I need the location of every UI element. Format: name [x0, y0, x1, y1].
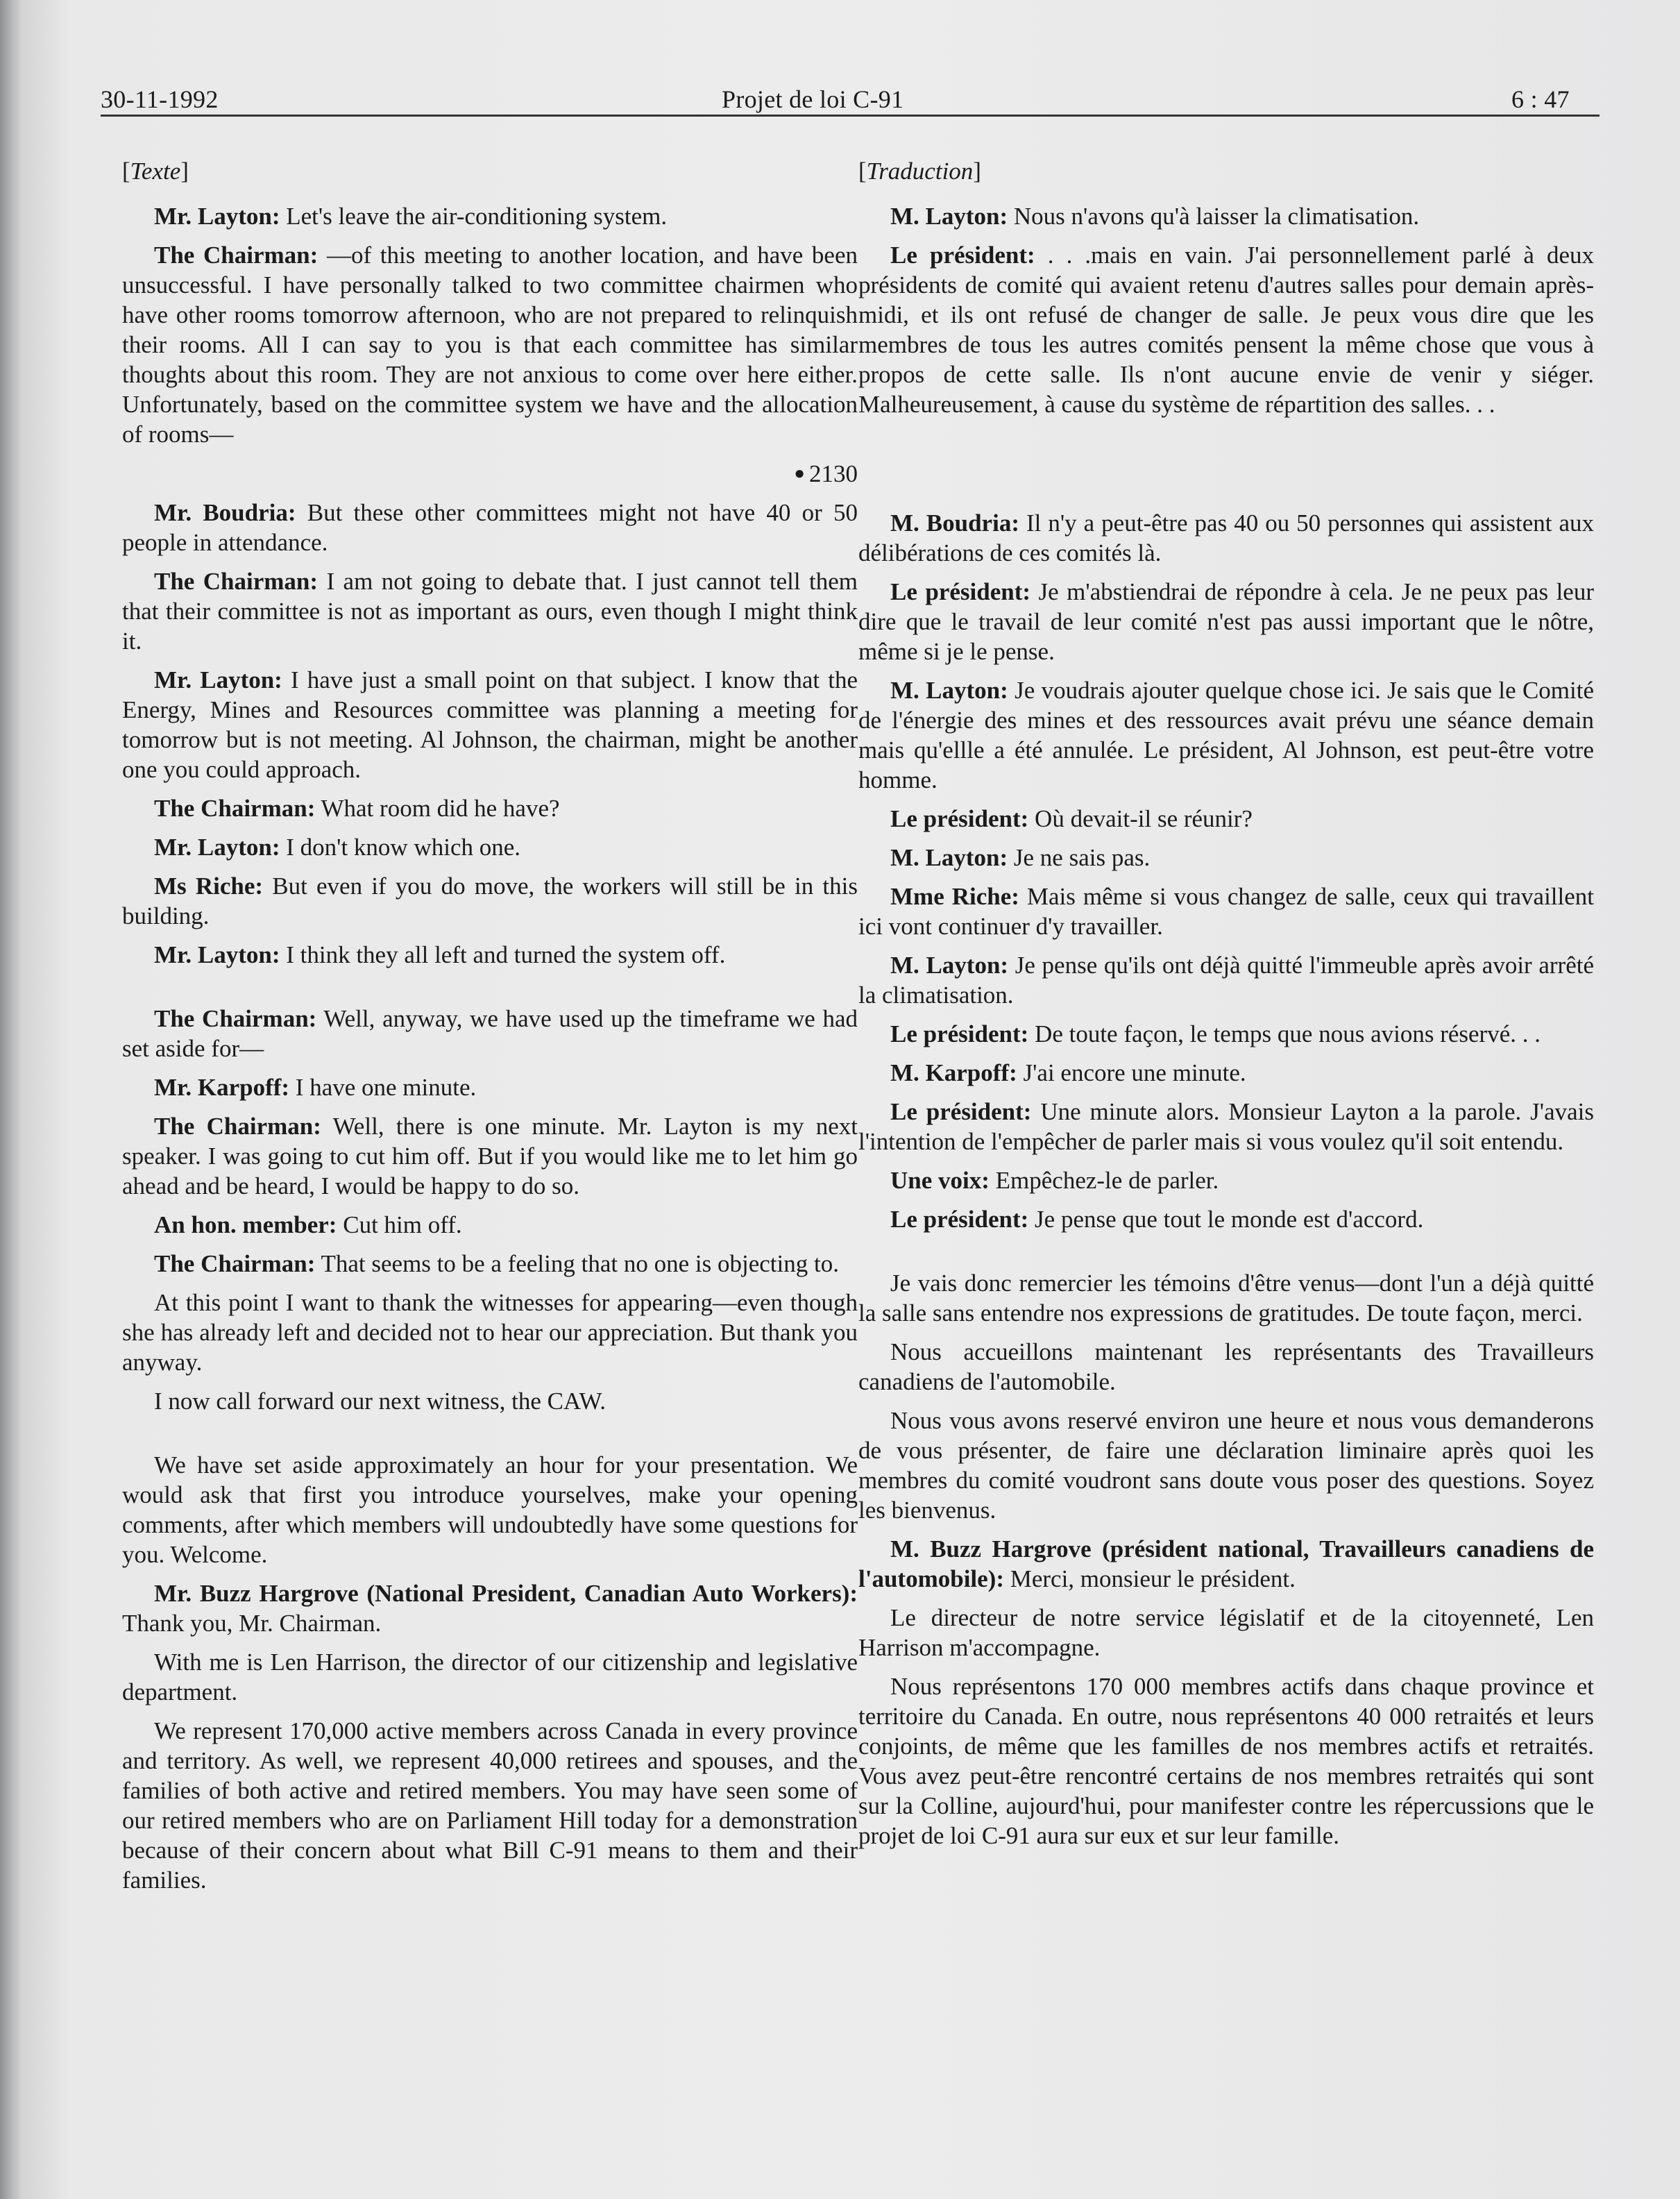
speaker-name: M. Karpoff: — [890, 1059, 1017, 1086]
transcript-paragraph — [122, 201, 858, 231]
transcript-paragraph — [122, 871, 858, 931]
speech-text: Je pense que tout le monde est d'accord. — [1028, 1206, 1424, 1233]
speech-text: With me is Len Harrison, the director of our citizenship and legislative department. — [122, 1649, 858, 1705]
speech-text: Cut him off. — [337, 1211, 462, 1238]
transcript-block — [122, 498, 858, 970]
speaker-name: Ms Riche: — [154, 873, 264, 900]
header-title: Projet de loi C-91 — [722, 85, 904, 113]
speaker-name: Mr. Layton: — [154, 834, 280, 861]
transcript-paragraph — [858, 1406, 1594, 1525]
time-marker — [122, 458, 858, 489]
speaker-name: Le président: — [890, 578, 1031, 605]
speech-text: Le directeur de notre service législatif et de la citoyenneté, Len Harrison m'accompagne. — [858, 1604, 1594, 1661]
transcript-paragraph — [858, 1268, 1594, 1328]
transcript-paragraph — [122, 665, 858, 784]
speech-text: Nous vous avons reservé environ une heure et nous vous demanderons de vous présenter, de faire une déclaration liminaire après quoi les membres du comité voudront sans doute vous poser des questions. Soyez les bienvenus. — [858, 1407, 1594, 1524]
speaker-name: M. Layton: — [890, 677, 1008, 704]
header-date: 30-11-1992 — [101, 85, 219, 113]
transcript-paragraph — [122, 1716, 858, 1895]
transcript-paragraph — [122, 498, 858, 557]
speech-text: Je voudrais ajouter quelque chose ici. Je sais que le Comité de l'énergie des mines et des ressources avait prévu une séance demain mais qu'ellle a été annulée. Le président, Al Johnson, est peut-être votre homme. — [858, 677, 1594, 793]
transcript-paragraph — [858, 1204, 1594, 1234]
speech-text: What room did he have? — [315, 795, 560, 822]
transcript-paragraph — [122, 1111, 858, 1201]
speaker-name: Mr. Layton: — [154, 666, 282, 693]
speaker-name: Le président: — [890, 805, 1029, 832]
transcript-block — [858, 508, 1594, 1234]
speech-text: Let's leave the air-conditioning system. — [280, 203, 668, 230]
speech-text: Je m'abstiendrai de répondre à cela. Je ne peux pas leur dire que le travail de leur comité n'est pas aussi important que le nôtre, même si je le pense. — [858, 578, 1594, 665]
transcript-block — [858, 1268, 1594, 1851]
transcript-paragraph — [858, 1058, 1594, 1088]
speech-text: But even if you do move, the workers will still be in this building. — [122, 873, 858, 929]
transcript-block — [858, 201, 1594, 419]
tag-text: Traduction — [866, 158, 974, 185]
speech-text: . . .mais en vain. J'ai personnellement parlé à deux présidents de comité qui avaient retenu d'autres salles pour demain après-midi, et ils ont refusé de changer de salle. Je peux vous dire que les membres de tous les autres comités pensent la même chose que vous à propos de cette salle. Ils n'ont aucune envie de venir y siéger. Malheureusement, à cause du système de répartition des salles. . . — [858, 242, 1594, 418]
speech-text: Well, there is one minute. Mr. Layton is my next speaker. I was going to cut him off. But if you would like me to let him go ahead and be heard, I would be happy to do so. — [122, 1113, 858, 1199]
transcript-paragraph — [858, 1097, 1594, 1156]
speech-text: At this point I want to thank the witnesses for appearing—even though she has already left and decided not to hear our appreciation. But thank you anyway. — [122, 1289, 858, 1376]
speech-text: —of this meeting to another location, and have been unsuccessful. I have personally talked to two committee chairmen who have other rooms tomorrow afternoon, who are not prepared to relinquish their rooms. All I can say to you is that each committee has similar thoughts about this room. They are not anxious to come over here either. Unfortunately, based on the committee system we have and the allocation of rooms— — [122, 242, 858, 448]
speaker-name: The Chairman: — [154, 242, 319, 269]
transcript-paragraph — [122, 240, 858, 449]
transcript-paragraph — [122, 1249, 858, 1279]
speaker-name: M. Layton: — [890, 203, 1008, 230]
speech-text: Nous représentons 170 000 membres actifs dans chaque province et territoire du Canada. En outre, nous représentons 40 000 retraités et leurs conjoints, de même que les familles de nos membres actifs et retraités. Vous avez peut-être rencontré certains de nos membres retraités qui sont sur la Colline, aujourd'hui, pour manifester contre les répercussions que le projet de loi C-91 aura sur eux et sur leur famille. — [858, 1673, 1594, 1849]
transcript-paragraph — [122, 793, 858, 823]
speech-text: Je ne sais pas. — [1008, 844, 1151, 871]
header-page-number: 6 : 47 — [1511, 85, 1570, 113]
transcript-block — [122, 201, 858, 449]
transcript-paragraph — [858, 1337, 1594, 1397]
transcript-paragraph — [122, 1004, 858, 1063]
column-tag: [Texte] — [122, 158, 189, 185]
speech-text: Une minute alors. Monsieur Layton a la parole. J'avais l'intention de l'empêcher de parler mais si vous voulez qu'il soit entendu. — [858, 1098, 1594, 1155]
speech-text: I don't know which one. — [280, 834, 521, 861]
transcript-paragraph — [858, 240, 1594, 419]
transcript-paragraph — [122, 566, 858, 656]
speech-text: Empêchez-le de parler. — [989, 1167, 1219, 1194]
speaker-name: Mme Riche: — [890, 883, 1019, 910]
transcript-paragraph — [858, 1019, 1594, 1049]
speech-text: We represent 170,000 active members across Canada in every province and territory. As well, we represent 40,000 retirees and spouses, and the families of both active and retired members. You may have seen some of our retired members who are on Parliament Hill today for a demonstration because of their concern about what Bill C-91 means to them and their families. — [122, 1717, 858, 1894]
speech-text: That seems to be a feeling that no one is objecting to. — [315, 1250, 839, 1277]
speaker-name: M. Layton: — [890, 952, 1009, 979]
transcript-paragraph — [122, 1578, 858, 1638]
transcript-paragraph — [858, 675, 1594, 795]
speech-text: I think they all left and turned the system off. — [280, 941, 726, 968]
paragraph-gap — [122, 979, 858, 1004]
speech-text: Je pense qu'ils ont déjà quitté l'immeuble après avoir arrêté la climatisation. — [858, 952, 1595, 1009]
transcript-paragraph — [122, 1647, 858, 1707]
transcript-paragraph — [122, 832, 858, 862]
speech-text: Thank you, Mr. Chairman. — [122, 1610, 382, 1637]
speech-text: Nous n'avons qu'à laisser la climatisation. — [1008, 203, 1420, 230]
transcript-paragraph — [858, 1603, 1594, 1662]
transcript-paragraph — [122, 1450, 858, 1569]
speaker-name: Le président: — [890, 1206, 1029, 1233]
time-marker-value: 2130 — [809, 460, 858, 487]
transcript-paragraph — [122, 1210, 858, 1240]
transcript-paragraph — [122, 940, 858, 970]
speaker-name: Mr. Layton: — [154, 941, 280, 968]
document-page — [21, 0, 1680, 2199]
speaker-name: Mr. Karpoff: — [154, 1074, 290, 1101]
speaker-name: Le président: — [890, 1098, 1032, 1125]
transcript-block — [122, 1450, 858, 1895]
transcript-paragraph — [122, 1288, 858, 1377]
transcript-paragraph — [858, 843, 1594, 873]
transcript-block — [122, 1004, 858, 1416]
transcript-paragraph — [858, 882, 1594, 941]
transcript-paragraph — [122, 1386, 858, 1416]
speaker-name: The Chairman: — [154, 1005, 317, 1032]
speaker-name: The Chairman: — [154, 795, 316, 822]
speaker-name: An hon. member: — [154, 1211, 337, 1238]
speech-text: We have set aside approximately an hour for your presentation. We would ask that first you introduce yourselves, make your opening comments, after which members will undoubtedly have some questions for you. Welcome. — [122, 1451, 858, 1568]
speech-text: De toute façon, le temps que nous avions réservé. . . — [1028, 1020, 1541, 1047]
tag-text: Texte — [130, 158, 181, 185]
english-column — [122, 156, 858, 1904]
speech-text: Mais même si vous changez de salle, ceux qui travaillent ici vont continuer d'y travailler. — [858, 883, 1594, 940]
speech-text: Je vais donc remercier les témoins d'être venus—dont l'un a déjà quitté la salle sans entendre nos expressions de gratitudes. De toute façon, merci. — [858, 1270, 1594, 1326]
transcript-paragraph — [858, 1671, 1594, 1851]
speech-text: I have one minute. — [289, 1074, 477, 1101]
transcript-paragraph — [858, 950, 1594, 1010]
speaker-name: The Chairman: — [154, 568, 319, 595]
transcript-paragraph — [858, 1534, 1594, 1594]
transcript-paragraph — [858, 201, 1594, 231]
speech-text: Où devait-il se réunir? — [1028, 805, 1253, 832]
bullet-icon: ● — [794, 463, 805, 483]
transcript-paragraph — [858, 1165, 1594, 1195]
speaker-name: Une voix: — [890, 1167, 990, 1194]
speech-text: J'ai encore une minute. — [1017, 1059, 1246, 1086]
speaker-name: Le président: — [890, 242, 1035, 269]
speaker-name: M. Layton: — [890, 844, 1008, 871]
speech-text: I have just a small point on that subject. I know that the Energy, Mines and Resources committee was planning a meeting for tomorrow but is not meeting. Al Johnson, the chairman, might be another one you could approach. — [122, 666, 858, 783]
speaker-name: The Chairman: — [154, 1250, 316, 1277]
column-tag: [Traduction] — [858, 158, 981, 185]
speaker-name: Le président: — [890, 1020, 1029, 1047]
speech-text: I now call forward our next witness, the CAW. — [154, 1388, 606, 1415]
transcript-paragraph — [858, 508, 1594, 568]
paragraph-gap — [858, 1243, 1594, 1268]
paragraph-gap — [122, 1425, 858, 1450]
transcript-paragraph — [858, 577, 1594, 666]
speaker-name: Mr. Layton: — [154, 203, 280, 230]
transcript-paragraph — [122, 1072, 858, 1102]
speaker-name: Mr. Buzz Hargrove (National President, Canadian Auto Workers): — [154, 1580, 858, 1607]
speech-text: Merci, monsieur le président. — [1003, 1565, 1296, 1592]
speaker-name: M. Boudria: — [890, 509, 1019, 537]
speech-text: Nous accueillons maintenant les représentants des Travailleurs canadiens de l'automobile. — [858, 1338, 1594, 1395]
speech-text: Well, anyway, we have used up the timeframe we had set aside for— — [122, 1005, 858, 1062]
speech-text: But these other committees might not have 40 or 50 people in attendance. — [122, 499, 858, 556]
transcript-paragraph — [858, 804, 1594, 834]
french-column — [858, 156, 1594, 1860]
header-rule — [101, 115, 1600, 117]
speech-text: I am not going to debate that. I just cannot tell them that their committee is not as important as ours, even though I might think it. — [122, 568, 858, 655]
speech-text: Il n'y a peut-être pas 40 ou 50 personnes qui assistent aux délibérations de ces comités là. — [858, 509, 1594, 566]
speaker-name: The Chairman: — [154, 1113, 321, 1140]
speaker-name: Mr. Boudria: — [154, 499, 296, 526]
binding-shadow — [0, 0, 21, 2199]
paragraph-gap — [858, 428, 1594, 508]
speaker-name: M. Buzz Hargrove (président national, Travailleurs canadiens de l'automobile): — [858, 1535, 1594, 1592]
